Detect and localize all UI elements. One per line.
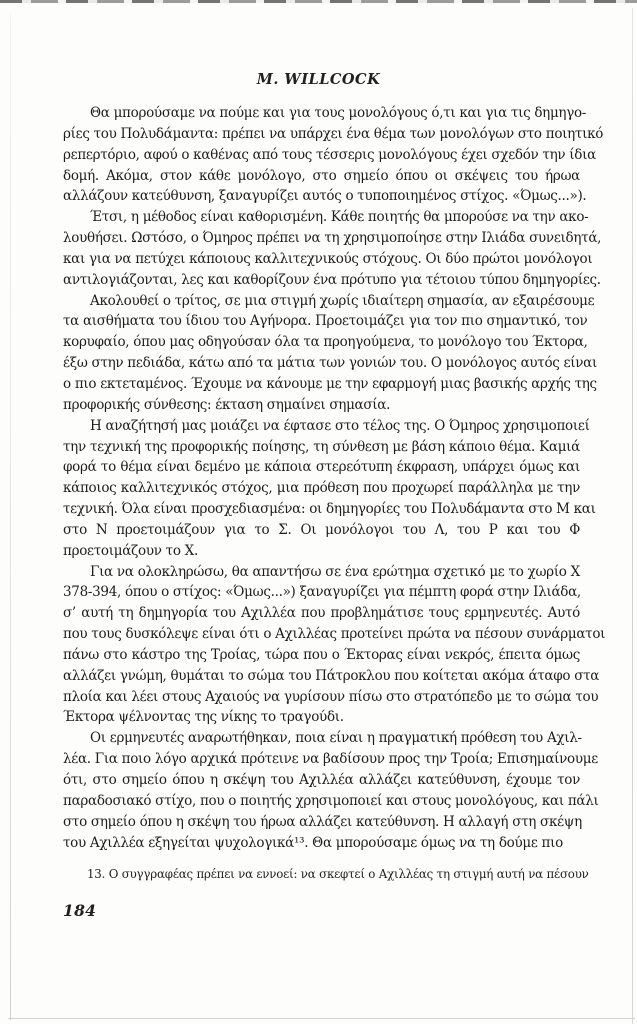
text-line: Θα μπορούσαμε να πούμε και για τους μονολόγους ό,τι και για τις δημηγο- (90, 105, 587, 121)
scan-edge-top (0, 0, 637, 3)
footnote: 13. Ο συγγραφέας πρέπει να εννοεί: να σκεφτεί ο Αχιλλέας τη στιγμή αυτή να πέσουν (87, 867, 589, 881)
text-line: κορυφαίο, όπου μας οδηγούσαν όλα τα προηγούμενα, το μονόλογο του Έκτορα, (63, 334, 588, 351)
running-header: M. WILLCOCK (256, 71, 381, 88)
text-line: πάνω στο κάστρο της Τροίας, τώρα που ο Έκτορας είναι νεκρός, έπειτα όμως (63, 646, 580, 663)
text-line: ο πιο εκτεταμένος. Έχουμε να κάνουμε με την εφαρμογή μιας βασικής αρχής της (63, 375, 597, 392)
paragraph (63, 562, 606, 729)
text-line: δομή. Ακόμα, στον κάθε μονόλογο, στο σημείο όπου οι σκέψεις του ήρωα (63, 167, 580, 184)
text-line: Έκτορα ψέλνοντας της νίκης το τραγούδι. (63, 709, 344, 726)
text-line: λουθήσει. Ωστόσο, ο Όμηρος πρέπει να τη χρησιμοποίησε στην Ιλιάδα συνειδητά, (63, 230, 602, 247)
text-line: 378-394, όπου ο στίχος: «Όμως...») ξαναγυρίζει για πέμπτη φορά στην Ιλιάδα, (63, 584, 581, 601)
paragraph (63, 416, 596, 562)
text-line: προφορικής σύνθεσης: έκταση σημαίνει σημασία. (63, 396, 391, 413)
text-line: Ακολουθεί ο τρίτος, σε μια στιγμή χωρίς ιδιαίτερη σημασία, αν εξαιρέσουμε (90, 292, 595, 309)
paragraph (63, 207, 602, 290)
text-line: έξω στην πεδιάδα, κάτω από τα μάτια των γονιών του. Ο μονόλογος αυτός είναι (63, 355, 597, 372)
text-line: τεχνική. Όλα είναι προσχεδιασμένα: οι δημηγορίες του Πολυδάμαντα στο Μ και (63, 501, 596, 518)
paragraph (63, 728, 599, 853)
text-line: λέα. Για ποιο λόγο αρχικά πρότεινε να βαδίσουν προς την Τροία; Επισημαίνουμε (63, 751, 598, 768)
text-line: τα αισθήματα του ίδιου του Αγήνορα. Προετοιμάζει για τον πιο σημαντικό, τον (63, 313, 588, 330)
text-line: αντιλογιάζονται, λες και καθορίζουν ένα πρότυπο για τέτοιου τύπου δημηγορίες. (63, 271, 601, 288)
text-line: προετοιμάζουν το Χ. (63, 542, 198, 559)
scan-edge-right (632, 8, 633, 1024)
text-line: του Αχιλλέα εξηγείται ψυχολογικά¹³. Θα μπορούσαμε όμως να τη δούμε πιο (63, 834, 563, 851)
text-line: αλλάζουν κατεύθυνση, ξαναγυρίζει αυτός ο τυποποιημένος στίχος. «Όμως...»). (63, 188, 587, 205)
scan-edge-bottom (8, 1018, 635, 1019)
text-line: αλλάζει γνώμη, θυμάται το σώμα του Πάτροκλου που κοίτεται ακόμα άταφο στα (63, 667, 600, 684)
text-line: στο Ν προετοιμάζουν για το Σ. Οι μονόλογοι του Λ, του Ρ και του Φ (63, 521, 580, 538)
text-line: πλοία και λέει στους Αχαιούς να γυρίσουν πίσω στο στρατόπεδο με το σώμα του (63, 688, 599, 705)
text-line: Η αναζήτησή μας μοιάζει να έφτασε στο τέλος της. Ο Όμηρος χρησιμοποιεί (90, 417, 590, 434)
text-line: που τους δυσκόλεψε είναι ότι ο Αχιλλέας προτείνει πρώτα να πέσουν συνάρματοι (63, 626, 606, 643)
text-line: ότι, στο σημείο όπου η σκέψη του Αχιλλέα αλλάζει κατεύθυνση, έχουμε τον (63, 772, 580, 788)
text-line: την τεχνική της προφορικής ποίησης, τη σύνθεση με βάση κάποιο θέμα. Καμιά (63, 438, 580, 455)
body-text (63, 103, 606, 853)
text-line: στο σημείο όπου η σκέψη του ήρωα αλλάζει κατεύθυνση. Η αλλαγή στη σκέψη (63, 813, 582, 830)
paragraph (63, 291, 597, 416)
text-line: Οι ερμηνευτές αναρωτήθηκαν, ποια είναι η πραγματική πρόθεση του Αχιλ- (90, 730, 582, 747)
scan-edge-left (10, 14, 11, 1020)
text-line: κάποιος καλλιτεχνικός στόχος, μια πρόθεση που προχωρεί παράλληλα με την (63, 480, 580, 497)
text-line: ρεπερτόριο, αφού ο καθένας από τους τέσσερις μονολόγους έχει σχεδόν την ίδια (63, 146, 596, 163)
text-line: Για να ολοκληρώσω, θα απαντήσω σε ένα ερώτημα σχετικό με το χωρίο Χ (90, 563, 580, 580)
text-line: Έτσι, η μέθοδος είναι καθορισμένη. Κάθε ποιητής θα μπορούσε να την ακο- (90, 209, 589, 226)
text-line: σ’ αυτή τη δημηγορία του Αχιλλέα που προβλημάτισε τους ερμηνευτές. Αυτό (63, 605, 580, 622)
text-line: παραδοσιακό στίχο, που ο ποιητής χρησιμοποιεί και στους μονολόγους, και πάλι (63, 792, 599, 809)
paragraph (63, 103, 604, 207)
text-line: φορά το θέμα είναι δεμένο με κάποια στερεότυπη έκφραση, υπάρχει όμως και (63, 459, 580, 476)
page-number: 184 (63, 901, 97, 920)
text-line: και για να πετύχει κάποιους καλλιτεχνικούς στόχους. Οι δύο πρώτοι μονόλογοι (63, 250, 593, 267)
text-line: ρίες του Πολυδάμαντα: πρέπει να υπάρχει ένα θέμα των μονολόγων στο ποιητικό (63, 125, 604, 142)
